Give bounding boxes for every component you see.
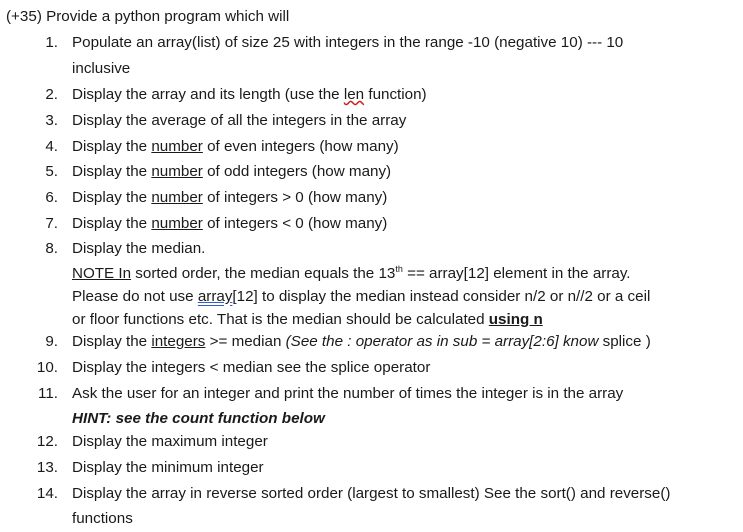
item-number: 13. [36, 459, 58, 476]
item-text: Display the median. [72, 240, 206, 257]
italic-hint: (See the : operator as in sub = array[2:6] know [285, 333, 599, 350]
item-text: Ask the user for an integer and print the number of times the integer is in the array [72, 385, 624, 402]
item-text: Display the number of even integers (how many) [72, 138, 399, 155]
note-text: Please do not use array[12] to display the median instead consider n/2 or n//2 or a ceil [72, 288, 651, 305]
grammar-flagged-word: array [197, 288, 233, 305]
item-number: 12. [36, 433, 58, 450]
item-text: Display the number of integers > 0 (how many) [72, 189, 388, 206]
item-number: 1. [45, 34, 58, 51]
item-text-continuation: inclusive [72, 60, 131, 77]
spellcheck-word: len [343, 86, 365, 103]
note-label: NOTE In [72, 265, 132, 282]
item-number: 2. [45, 86, 58, 103]
item-text: Display the number of integers < 0 (how many) [72, 215, 388, 232]
note-text: or floor functions etc. That is the median should be calculated using n [72, 311, 543, 328]
item-number: 6. [45, 189, 58, 206]
item-number: 9. [45, 333, 58, 350]
assignment-title: (+35) Provide a python program which will [6, 8, 290, 25]
item-text: Display the minimum integer [72, 459, 264, 476]
item-text: Display the array and its length (use the len function) [72, 86, 427, 103]
item-number: 7. [45, 215, 58, 232]
item-text: Display the integers < median see the splice operator [72, 359, 431, 376]
item-text: Display the average of all the integers in the array [72, 112, 407, 129]
item-number: 3. [45, 112, 58, 129]
underlined-word: number [151, 189, 203, 206]
item-number: 14. [36, 485, 58, 502]
item-text: Display the maximum integer [72, 433, 268, 450]
item-number: 4. [45, 138, 58, 155]
item-text: Populate an array(list) of size 25 with integers in the range -10 (negative 10) --- 10 [72, 34, 624, 51]
item-number: 11. [38, 385, 58, 402]
emphasis-text: using n [488, 311, 543, 328]
hint-text: HINT: see the count function below [72, 410, 325, 427]
underlined-word: number [151, 215, 203, 232]
item-text: Display the number of odd integers (how many) [72, 163, 392, 180]
note-text: NOTE In sorted order, the median equals the 13th == array[12] element in the array. [72, 263, 631, 282]
item-number: 10. [36, 359, 58, 376]
item-number: 8. [45, 240, 58, 257]
item-text: Display the integers >= median (See the : operator as in sub = array[2:6] know splice ) [72, 333, 651, 350]
item-text: Display the array in reverse sorted order (largest to smallest) See the sort() and reverse() [72, 485, 671, 502]
item-number: 5. [45, 163, 58, 180]
item-text-continuation: functions [72, 510, 133, 527]
underlined-word: integers [151, 333, 206, 350]
underlined-word: number [151, 163, 203, 180]
underlined-word: number [151, 138, 203, 155]
